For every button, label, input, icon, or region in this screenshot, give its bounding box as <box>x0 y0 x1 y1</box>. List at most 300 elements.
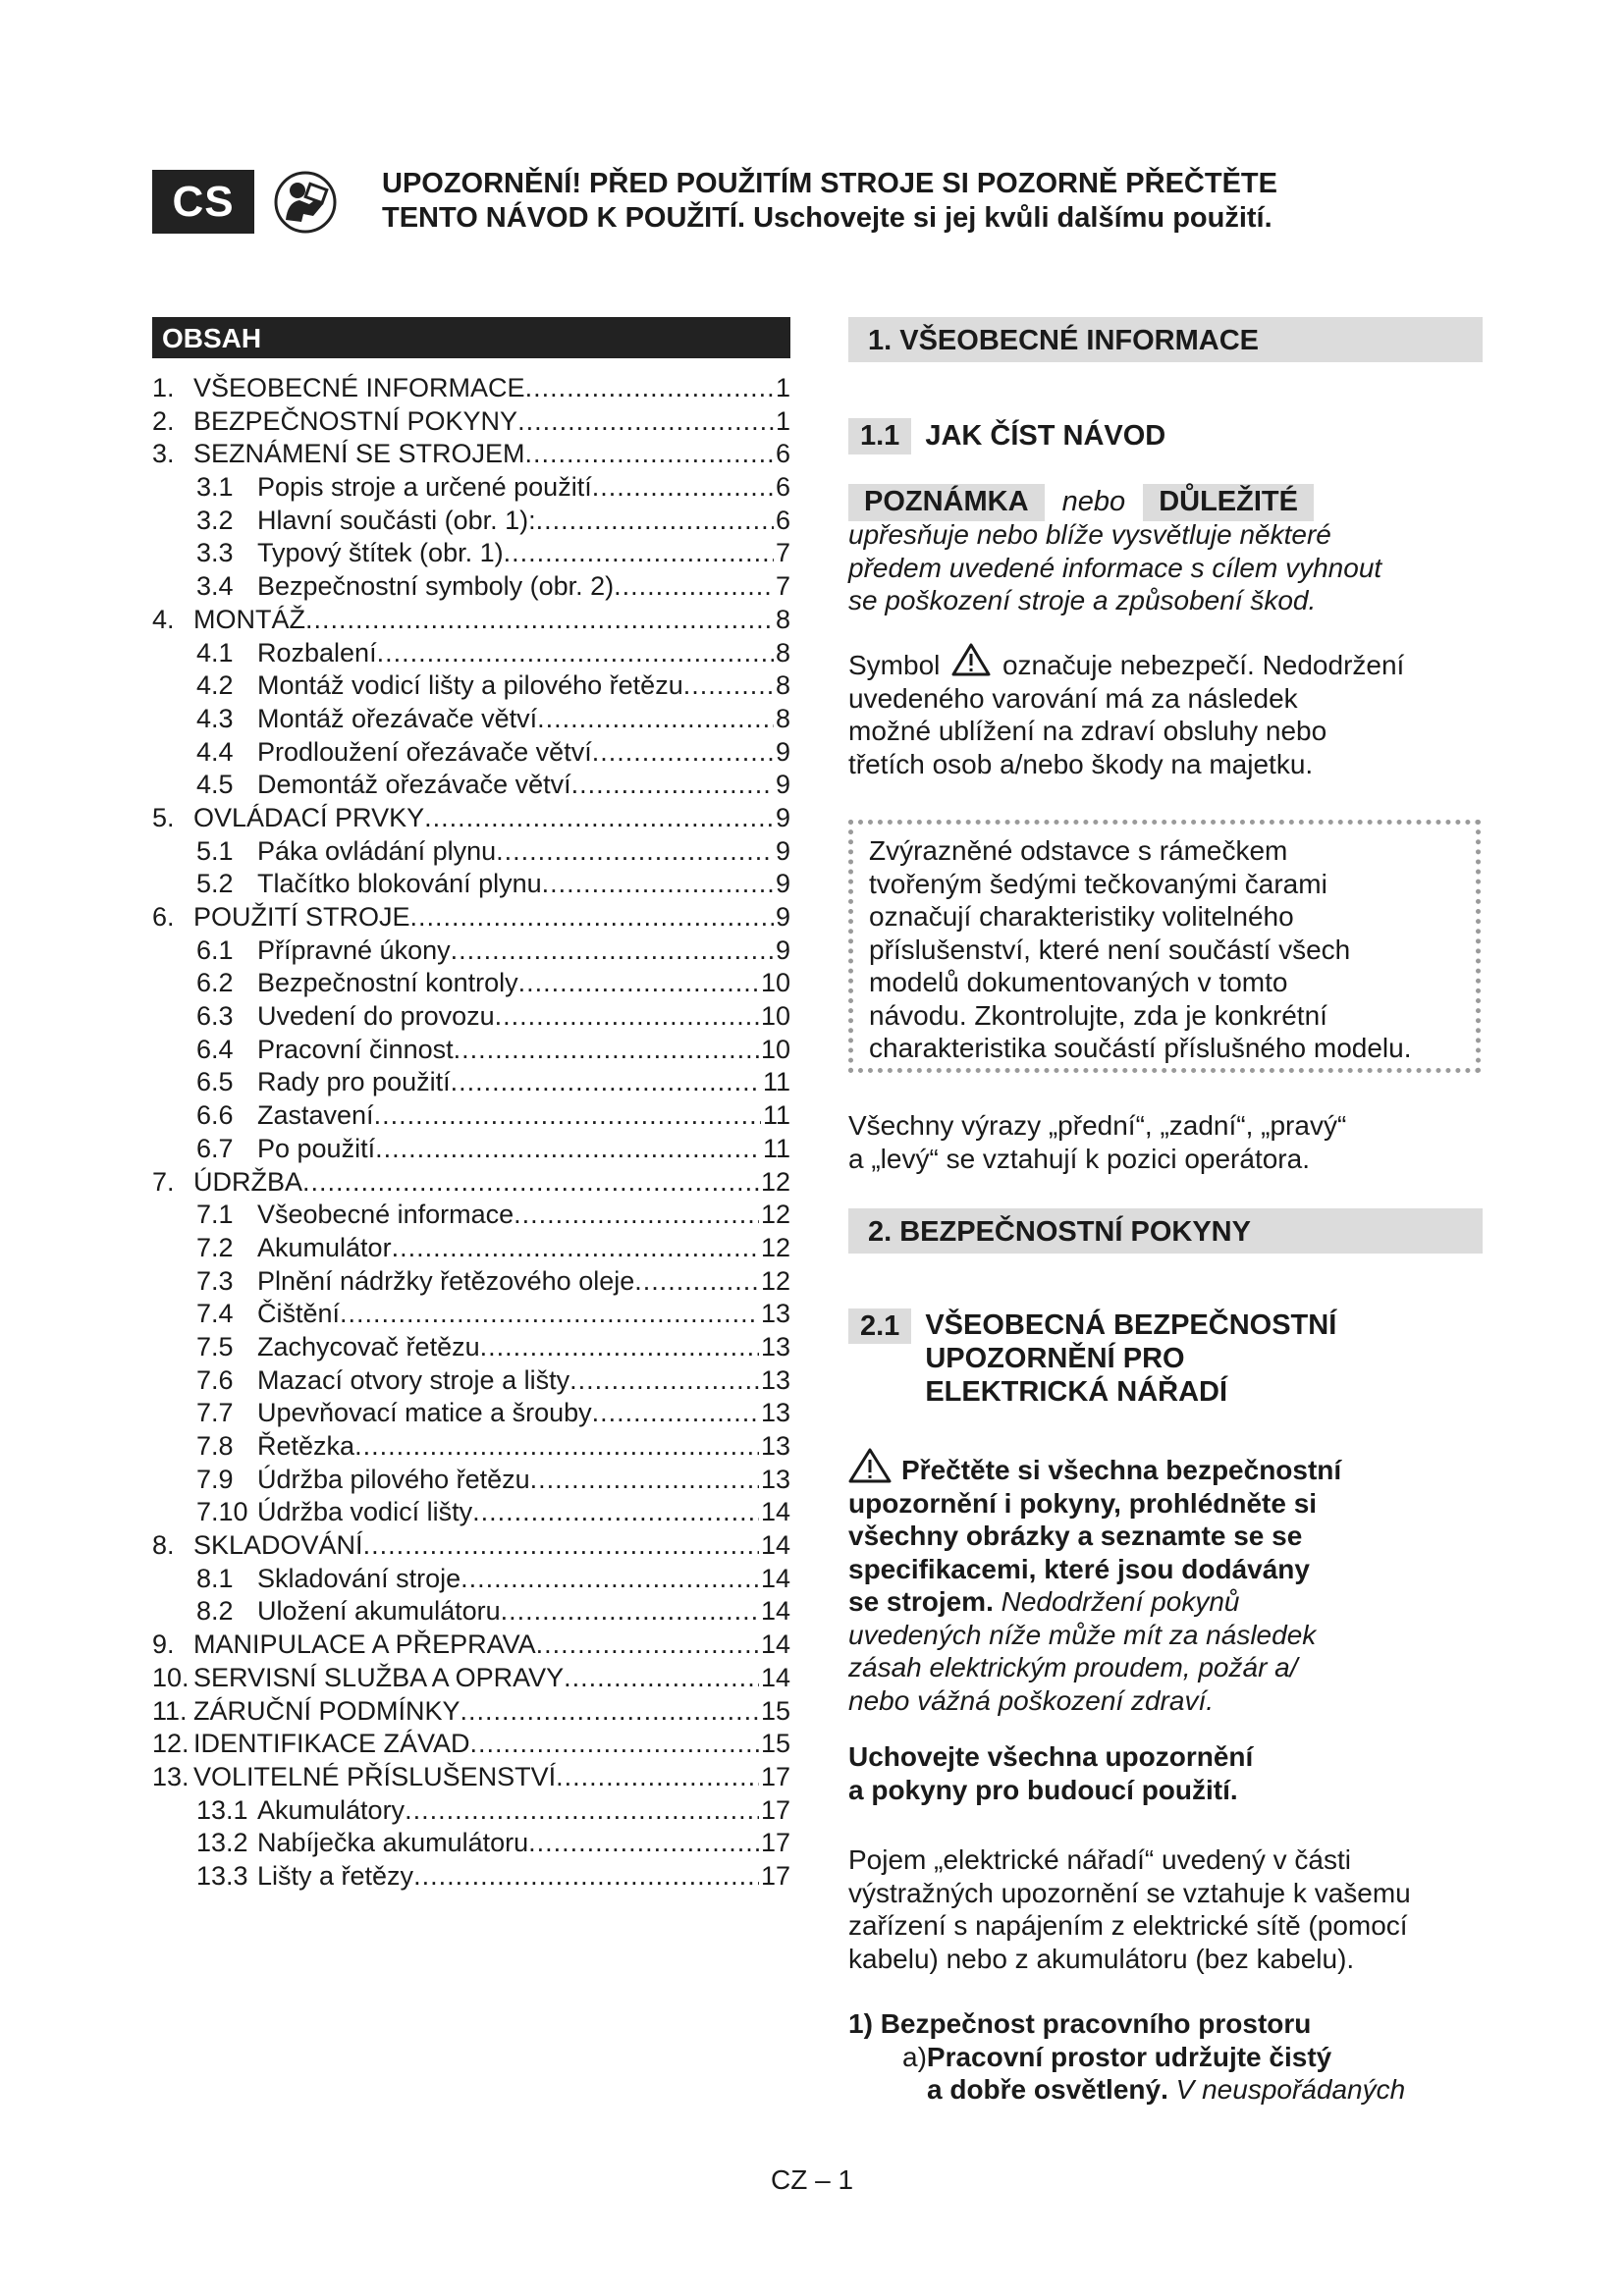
toc-entry-title: Prodloužení ořezávače větví <box>257 736 592 767</box>
toc-entry-page: 1 <box>775 405 790 436</box>
toc-entry[interactable] <box>152 471 790 505</box>
toc-entry-number: 8.2 <box>196 1596 234 1627</box>
toc-entry-page: 17 <box>760 1828 790 1858</box>
toc-leader-dots <box>472 1496 759 1529</box>
toc-entry[interactable] <box>152 1034 790 1067</box>
toc-entry[interactable] <box>152 637 790 670</box>
symbol-text: uvedeného varování má za následek <box>848 682 1298 714</box>
toc-entry-title: Typový štítek (obr. 1) <box>257 538 504 568</box>
toc-entry[interactable] <box>152 1232 790 1265</box>
optional-features-box <box>848 820 1481 1073</box>
warning-text: UPOZORNĚNÍ! PŘED POUŽITÍM STROJE SI POZORNĚ PŘEČTĚTE <box>382 168 1277 199</box>
symbol-paragraph <box>848 643 1487 780</box>
italic-text: nebo vážná poškození zdraví. <box>848 1684 1215 1716</box>
toc-entry[interactable] <box>152 1761 790 1794</box>
toc-entry-number: 4.3 <box>196 703 234 733</box>
toc-entry-page: 12 <box>760 1265 790 1296</box>
toc-entry-page: 9 <box>775 802 790 832</box>
toc-leader-dots <box>556 1761 759 1794</box>
toc-entry-page: 9 <box>775 869 790 899</box>
italic-text: Nedodržení pokynů <box>1001 1586 1240 1617</box>
toc-leader-dots <box>525 438 774 471</box>
toc-entry-number: 6.3 <box>196 1001 234 1032</box>
toc-entry[interactable] <box>152 1331 790 1364</box>
toc-entry-title: Akumulátor <box>257 1232 392 1262</box>
toc-leader-dots <box>614 570 774 604</box>
bold-text: Pracovní prostor udržujte čistý <box>926 2041 1332 2072</box>
toc-entry[interactable] <box>152 1695 790 1729</box>
toc-entry-title: Uvedení do provozu <box>257 1001 495 1032</box>
toc-entry[interactable] <box>152 1496 790 1529</box>
toc-entry-title: Tlačítko blokování plynu <box>257 869 542 899</box>
power-tool-term-paragraph <box>848 1843 1516 1975</box>
toc-entry[interactable] <box>152 537 790 570</box>
subsection-heading-how-to-read <box>848 418 1165 454</box>
toc-entry-number: 7.2 <box>196 1232 234 1262</box>
toc-entry[interactable] <box>152 1827 790 1860</box>
toc-entry[interactable] <box>152 1662 790 1695</box>
bold-text: a dobře osvětlený. <box>927 2074 1168 2105</box>
toc-entry-page: 10 <box>760 1034 790 1064</box>
page-header <box>152 165 1330 243</box>
note-tags <box>848 484 1487 521</box>
toc-entry-number: 9. <box>152 1629 175 1660</box>
toc-entry[interactable] <box>152 1133 790 1166</box>
toc-entry[interactable] <box>152 1066 790 1099</box>
toc-entry-number: 13.3 <box>196 1860 248 1891</box>
toc-entry[interactable] <box>152 1099 790 1133</box>
term-line: výstražných upozornění se vztahuje k vašemu <box>848 1877 1411 1908</box>
direction-line: a „levý“ se vztahují k pozici operátora. <box>848 1143 1310 1174</box>
toc-entry-title: Demontáž ořezávače větví <box>257 770 571 800</box>
toc-entry-number: 4. <box>152 604 175 634</box>
toc-entry-title: Údržba pilového řetězu <box>257 1464 530 1494</box>
toc-entry[interactable] <box>152 1464 790 1497</box>
toc-leader-dots <box>536 1629 759 1662</box>
direction-paragraph <box>848 1109 1487 1175</box>
read-manual-icon <box>274 171 337 234</box>
toc-leader-dots <box>542 868 774 901</box>
toc-leader-dots <box>480 1331 759 1364</box>
toc-entry-number: 5.2 <box>196 869 234 899</box>
toc-entry-page: 6 <box>775 439 790 469</box>
note-text <box>848 518 1487 617</box>
toc-entry[interactable] <box>152 604 790 637</box>
warning-triangle-icon <box>951 643 991 676</box>
toc-entry-number: 5. <box>152 802 175 832</box>
toc-entry[interactable] <box>152 1265 790 1299</box>
toc-entry-number: 8. <box>152 1530 175 1561</box>
item-number: 1) <box>848 2008 873 2039</box>
toc-entry-number: 2. <box>152 405 175 436</box>
toc-entry-page: 14 <box>760 1629 790 1660</box>
toc-entry-page: 8 <box>775 604 790 634</box>
work-area-safety <box>848 2007 1487 2107</box>
toc-entry-title: Montáž vodicí lišty a pilového řetězu <box>257 670 683 701</box>
toc-entry-page: 8 <box>775 637 790 667</box>
term-line: Pojem „elektrické nářadí“ uvedený v části <box>848 1844 1351 1875</box>
toc-entry-page: 9 <box>775 902 790 932</box>
toc-entry-page: 14 <box>760 1530 790 1561</box>
box-line: charakteristika součástí příslušného modelu. <box>869 1033 1412 1063</box>
toc-entry[interactable] <box>152 505 790 538</box>
toc-leader-dots <box>460 1563 759 1596</box>
toc-leader-dots <box>571 769 774 802</box>
italic-text: uvedených níže může mít za následek <box>848 1619 1317 1650</box>
toc-entry-page: 14 <box>760 1596 790 1627</box>
toc-entry-number: 7.4 <box>196 1299 234 1329</box>
toc-entry[interactable] <box>152 901 790 934</box>
toc-entry[interactable] <box>152 669 790 703</box>
toc-entry-title: SERVISNÍ SLUŽBA A OPRAVY <box>193 1662 565 1692</box>
toc-entry-page: 11 <box>762 1100 790 1131</box>
toc-leader-dots <box>496 835 774 869</box>
toc-entry-number: 7.8 <box>196 1431 234 1461</box>
bold-text: se strojem. <box>848 1586 994 1617</box>
toc-entry-page: 14 <box>760 1662 790 1692</box>
toc-entry-number: 7.10 <box>196 1497 248 1527</box>
toc-entry-title: Montáž ořezávače větví <box>257 703 538 733</box>
toc-entry[interactable] <box>152 802 790 835</box>
toc-entry-title: Rozbalení <box>257 637 377 667</box>
note-line: se poškození stroje a způsobení škod. <box>848 585 1317 615</box>
toc-entry[interactable] <box>152 1199 790 1232</box>
toc-entry-page: 8 <box>775 703 790 733</box>
toc-entry-page: 13 <box>760 1299 790 1329</box>
toc-entry-number: 7.9 <box>196 1464 234 1494</box>
section-heading-safety: 2. BEZPEČNOSTNÍ POKYNY <box>848 1208 1483 1254</box>
toc-entry[interactable] <box>152 1430 790 1464</box>
toc-entry-title: SKLADOVÁNÍ <box>193 1530 363 1561</box>
toc-entry-number: 7.7 <box>196 1398 234 1428</box>
bold-text: všechny obrázky a seznamte se se <box>848 1521 1303 1551</box>
toc-entry-title: SEZNÁMENÍ SE STROJEM <box>193 439 525 469</box>
toc-entry-number: 6.7 <box>196 1133 234 1163</box>
toc-entry-title: Zachycovač řetězu <box>257 1331 480 1362</box>
toc-entry-number: 6.4 <box>196 1034 234 1064</box>
toc-entry-number: 7. <box>152 1166 175 1197</box>
toc-leader-dots <box>302 1166 759 1200</box>
toc-entry-number: 6.6 <box>196 1100 234 1131</box>
direction-line: Všechny výrazy „přední“, „zadní“, „pravý“ <box>848 1110 1347 1141</box>
toc-entry-number: 13.1 <box>196 1794 248 1825</box>
toc-entry-number: 7.1 <box>196 1200 234 1230</box>
toc-entry-number: 4.1 <box>196 637 234 667</box>
toc-entry-title: IDENTIFIKACE ZÁVAD <box>193 1729 470 1759</box>
toc-leader-dots <box>525 372 774 405</box>
toc-entry-number: 3.1 <box>196 472 234 503</box>
toc-entry-title: Popis stroje a určené použití <box>257 472 592 503</box>
toc-entry-number: 13.2 <box>196 1828 248 1858</box>
toc-entry-number: 5.1 <box>196 835 234 866</box>
warning-text: TENTO NÁVOD K POUŽITÍ. Uschovejte si jej kvůli dalšímu použití. <box>382 202 1272 234</box>
toc-list <box>152 372 790 1894</box>
toc-entry[interactable] <box>152 868 790 901</box>
toc-entry-title: Rady pro použití <box>257 1067 451 1097</box>
toc-entry-page: 15 <box>760 1695 790 1726</box>
keep-line: Uchovejte všechna upozornění <box>848 1741 1254 1772</box>
toc-entry-title: Bezpečnostní kontroly <box>257 968 518 998</box>
note-line: předem uvedené informace s cílem vyhnout <box>848 552 1382 583</box>
toc-entry[interactable] <box>152 438 790 471</box>
toc-entry[interactable] <box>152 405 790 439</box>
toc-entry[interactable] <box>152 570 790 604</box>
term-line: kabelu) nebo z akumulátoru (bez kabelu). <box>848 1943 1355 1974</box>
toc-entry-title: VOLITELNÉ PŘÍSLUŠENSTVÍ <box>193 1761 557 1791</box>
toc-entry-page: 6 <box>775 505 790 535</box>
toc-entry-title: Nabíječka akumulátoru <box>257 1828 529 1858</box>
bold-text: specifikacemi, které jsou dodávány <box>848 1553 1310 1584</box>
toc-leader-dots <box>537 703 774 736</box>
subsection-title: UPOZORNĚNÍ PRO <box>925 1343 1185 1374</box>
toc-leader-dots <box>683 669 774 703</box>
toc-leader-dots <box>470 1728 759 1761</box>
toc-entry[interactable] <box>152 1595 790 1629</box>
toc-entry-page: 13 <box>760 1398 790 1428</box>
note-tag: POZNÁMKA <box>848 484 1045 521</box>
toc-entry[interactable] <box>152 703 790 736</box>
toc-entry-title: ZÁRUČNÍ PODMÍNKY <box>193 1695 460 1726</box>
toc-entry[interactable] <box>152 1629 790 1662</box>
toc-entry-number: 3.4 <box>196 571 234 602</box>
toc-entry-page: 14 <box>760 1563 790 1593</box>
toc-entry-number: 6.1 <box>196 934 234 965</box>
toc-entry-page: 12 <box>760 1200 790 1230</box>
toc-entry-number: 7.6 <box>196 1364 234 1395</box>
toc-entry-title: Po použití <box>257 1133 376 1163</box>
toc-leader-dots <box>592 736 774 770</box>
symbol-text: označuje nebezpečí. Nedodržení <box>1001 650 1405 680</box>
toc-leader-dots <box>377 637 774 670</box>
subsection-title: VŠEOBECNÁ BEZPEČNOSTNÍ <box>925 1309 1337 1341</box>
toc-entry-page: 9 <box>775 770 790 800</box>
important-tag: DŮLEŽITÉ <box>1143 484 1314 521</box>
toc-entry-title: Údržba vodicí lišty <box>257 1497 473 1527</box>
toc-entry[interactable] <box>152 835 790 869</box>
toc-entry[interactable] <box>152 1794 790 1828</box>
box-line: Zvýrazněné odstavce s rámečkem <box>869 835 1288 866</box>
toc-leader-dots <box>413 1860 759 1894</box>
toc-leader-dots <box>518 967 759 1000</box>
box-line: tvořeným šedými tečkovanými čarami <box>869 868 1327 899</box>
toc-entry-title: Bezpečnostní symboly (obr. 2) <box>257 571 615 602</box>
toc-entry-page: 9 <box>775 835 790 866</box>
toc-leader-dots <box>392 1232 759 1265</box>
toc-leader-dots <box>528 1827 759 1860</box>
toc-entry-number: 10. <box>152 1662 189 1692</box>
toc-entry-page: 15 <box>760 1729 790 1759</box>
toc-entry-page: 17 <box>760 1794 790 1825</box>
toc-entry-number: 4.2 <box>196 670 234 701</box>
toc-leader-dots <box>451 1066 761 1099</box>
toc-entry-page: 10 <box>760 968 790 998</box>
toc-entry-title: Upevňovací matice a šrouby <box>257 1398 592 1428</box>
table-of-contents <box>152 317 790 1894</box>
toc-entry-title: Lišty a řetězy <box>257 1860 414 1891</box>
toc-entry-title: Hlavní součásti (obr. 1): <box>257 505 536 535</box>
toc-entry-title: POUŽITÍ STROJE <box>193 902 410 932</box>
symbol-text: třetích osob a/nebo škody na majetku. <box>848 748 1314 779</box>
toc-leader-dots <box>363 1529 759 1563</box>
toc-leader-dots <box>634 1265 759 1299</box>
toc-entry-page: 8 <box>775 670 790 701</box>
toc-entry-page: 7 <box>775 538 790 568</box>
toc-entry-number: 8.1 <box>196 1563 234 1593</box>
box-line: označují charakteristiky volitelného <box>869 901 1294 932</box>
toc-entry-page: 17 <box>760 1761 790 1791</box>
italic-text: zásah elektrickým proudem, požár a/ <box>848 1652 1298 1682</box>
toc-entry[interactable] <box>152 967 790 1000</box>
toc-leader-dots <box>569 1364 759 1398</box>
toc-entry-page: 7 <box>775 571 790 602</box>
italic-text: V neuspořádaných <box>1175 2074 1406 2105</box>
toc-entry-title: Skladování stroje <box>257 1563 461 1593</box>
item-label: a) <box>902 2041 927 2072</box>
toc-leader-dots <box>501 1595 759 1629</box>
toc-entry-title: Páka ovládání plynu <box>257 835 497 866</box>
toc-leader-dots <box>514 1199 759 1232</box>
toc-entry-title: Akumulátory <box>257 1794 406 1825</box>
toc-entry-number: 4.5 <box>196 770 234 800</box>
toc-leader-dots <box>517 405 774 439</box>
toc-entry-page: 14 <box>760 1497 790 1527</box>
toc-entry-page: 9 <box>775 736 790 767</box>
toc-leader-dots <box>592 1397 759 1430</box>
toc-entry-title: Zastavení <box>257 1100 374 1131</box>
toc-entry-page: 11 <box>762 1067 790 1097</box>
term-line: zařízení s napájením z elektrické sítě (pomocí <box>848 1910 1408 1941</box>
toc-entry[interactable] <box>152 1860 790 1894</box>
toc-leader-dots <box>495 1000 759 1034</box>
toc-entry-page: 6 <box>775 472 790 503</box>
toc-entry-number: 11. <box>152 1695 188 1726</box>
toc-leader-dots <box>305 604 774 637</box>
toc-entry[interactable] <box>152 736 790 770</box>
language-badge: CS <box>152 170 254 234</box>
toc-entry[interactable] <box>152 934 790 968</box>
section-heading-general-info: 1. VŠEOBECNÉ INFORMACE <box>848 317 1483 362</box>
subsection-heading-general-safety <box>848 1308 1336 1409</box>
toc-leader-dots <box>424 802 774 835</box>
warning-triangle-icon <box>848 1448 892 1483</box>
toc-entry-number: 7.5 <box>196 1331 234 1362</box>
keep-line: a pokyny pro budoucí použití. <box>848 1774 1238 1805</box>
toc-leader-dots <box>592 471 774 505</box>
toc-leader-dots <box>530 1464 759 1497</box>
toc-heading: OBSAH <box>152 317 790 358</box>
toc-entry[interactable] <box>152 1728 790 1761</box>
toc-entry-title: Mazací otvory stroje a lišty <box>257 1364 570 1395</box>
bold-text: upozornění i pokyny, prohlédněte si <box>848 1487 1318 1519</box>
toc-leader-dots <box>375 1133 761 1166</box>
toc-entry-page: 1 <box>775 373 790 402</box>
toc-entry-title: Čištění <box>257 1299 341 1329</box>
toc-entry-number: 4.4 <box>196 736 234 767</box>
keep-instructions <box>848 1740 1487 1806</box>
note-or: nebo <box>1061 486 1126 517</box>
toc-entry-page: 13 <box>760 1364 790 1395</box>
item-title: Bezpečnost pracovního prostoru <box>880 2008 1312 2039</box>
toc-leader-dots <box>340 1298 759 1331</box>
toc-entry[interactable] <box>152 1298 790 1331</box>
toc-entry[interactable] <box>152 1397 790 1430</box>
toc-leader-dots <box>536 505 774 538</box>
toc-entry-page: 11 <box>762 1133 790 1163</box>
toc-entry-number: 12. <box>152 1729 189 1759</box>
toc-entry-title: Uložení akumulátoru <box>257 1596 501 1627</box>
toc-entry-number: 6.5 <box>196 1067 234 1097</box>
toc-entry[interactable] <box>152 1166 790 1200</box>
read-instructions-paragraph <box>848 1448 1487 1717</box>
toc-entry[interactable] <box>152 1563 790 1596</box>
note-line: upřesňuje nebo blíže vysvětluje některé <box>848 519 1331 550</box>
toc-entry-number: 13. <box>152 1761 189 1791</box>
toc-entry[interactable] <box>152 372 790 405</box>
toc-entry-page: 13 <box>760 1431 790 1461</box>
page-number: CZ – 1 <box>770 2164 854 2195</box>
toc-entry-title: MONTÁŽ <box>193 604 305 634</box>
subsection-title: JAK ČÍST NÁVOD <box>925 420 1166 452</box>
toc-leader-dots <box>504 537 774 570</box>
toc-entry-title: Přípravné úkony <box>257 934 451 965</box>
toc-entry-title: Řetězka <box>257 1431 355 1461</box>
toc-entry-number: 6.2 <box>196 968 234 998</box>
toc-entry-number: 3. <box>152 439 175 469</box>
toc-leader-dots <box>564 1662 759 1695</box>
toc-leader-dots <box>354 1430 759 1464</box>
toc-entry-page: 12 <box>760 1166 790 1197</box>
toc-entry-number: 1. <box>152 373 175 402</box>
toc-entry-number: 7.3 <box>196 1265 234 1296</box>
box-line: modelů dokumentovaných v tomto <box>869 967 1288 997</box>
subsection-number: 1.1 <box>848 418 911 454</box>
symbol-text: možné ublížení na zdraví obsluhy nebo <box>848 716 1327 746</box>
toc-entry-title: Plnění nádržky řetězového oleje <box>257 1265 635 1296</box>
bold-text: Přečtěte si všechna bezpečnostní <box>901 1455 1342 1485</box>
toc-leader-dots <box>374 1099 761 1133</box>
box-line: příslušenství, které není součástí všech <box>869 934 1351 965</box>
toc-entry-title: Pracovní činnost <box>257 1034 454 1064</box>
toc-entry-title: OVLÁDACÍ PRVKY <box>193 802 425 832</box>
toc-entry[interactable] <box>152 769 790 802</box>
toc-entry-number: 3.2 <box>196 505 234 535</box>
subsection-number: 2.1 <box>848 1308 911 1344</box>
symbol-word: Symbol <box>848 650 941 680</box>
toc-entry-page: 17 <box>760 1860 790 1891</box>
toc-entry-page: 9 <box>775 934 790 965</box>
toc-entry-page: 13 <box>760 1464 790 1494</box>
toc-entry-number: 3.3 <box>196 538 234 568</box>
toc-entry-title: BEZPEČNOSTNÍ POKYNY <box>193 405 518 436</box>
toc-entry[interactable] <box>152 1000 790 1034</box>
toc-entry-page: 10 <box>760 1001 790 1032</box>
toc-entry-title: ÚDRŽBA <box>193 1166 303 1197</box>
toc-entry-title: MANIPULACE A PŘEPRAVA <box>193 1629 536 1660</box>
box-line: návodu. Zkontrolujte, zda je konkrétní <box>869 999 1327 1031</box>
toc-entry-page: 13 <box>760 1331 790 1362</box>
toc-leader-dots <box>451 934 774 968</box>
toc-entry-page: 12 <box>760 1232 790 1262</box>
toc-leader-dots <box>454 1034 759 1067</box>
toc-leader-dots <box>405 1794 759 1828</box>
subsection-title: ELEKTRICKÁ NÁŘADÍ <box>925 1376 1228 1408</box>
toc-entry-number: 6. <box>152 902 175 932</box>
toc-entry[interactable] <box>152 1529 790 1563</box>
toc-leader-dots <box>460 1695 759 1729</box>
toc-entry[interactable] <box>152 1364 790 1398</box>
toc-leader-dots <box>410 901 774 934</box>
toc-entry-title: Všeobecné informace <box>257 1200 514 1230</box>
